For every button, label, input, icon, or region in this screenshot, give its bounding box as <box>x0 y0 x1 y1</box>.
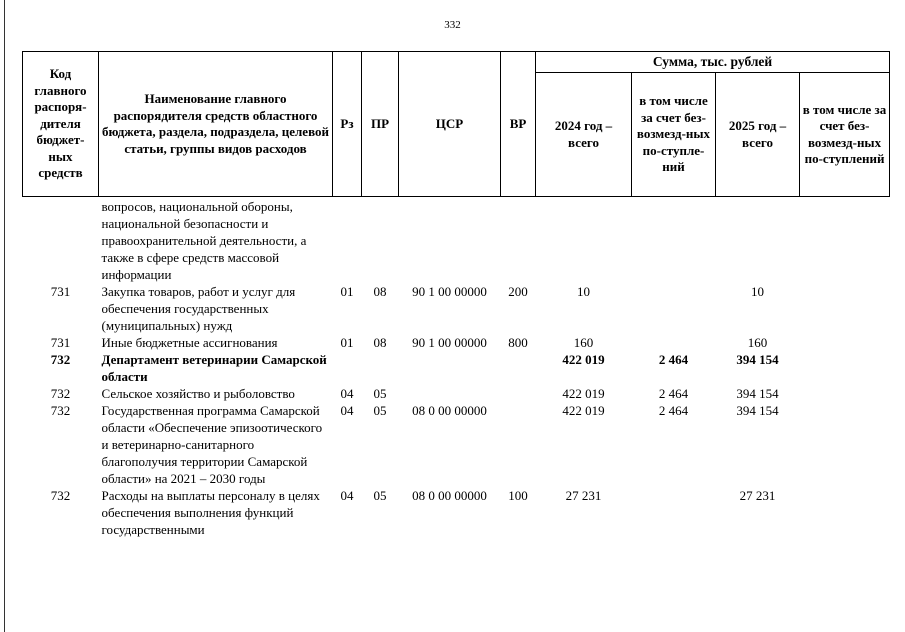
cell-2024-total: 27 231 <box>565 488 602 503</box>
table-row <box>23 197 890 284</box>
cell-rz: 04 <box>340 386 354 401</box>
table-row <box>23 487 890 538</box>
header-name: Наименование главного распорядителя средств областного бюджета, раздела, подраздела, целевой статьи, группы видов расходов <box>99 52 333 197</box>
table-header <box>23 52 890 197</box>
cell-vr <box>501 351 536 385</box>
cell-code <box>23 197 99 284</box>
cell-pr: 05 <box>373 386 387 401</box>
cell-2024-grants: 2 464 <box>658 352 689 367</box>
cell-2025-grants <box>800 487 890 538</box>
cell-pr: 08 <box>373 284 387 299</box>
cell-2025-total: 394 154 <box>736 403 779 418</box>
cell-2024-grants <box>632 197 716 284</box>
budget-table <box>22 51 890 538</box>
header-code: Код главного распоря-дителя бюджет-ных средств <box>23 52 99 197</box>
header-2025-total: 2025 год – всего <box>716 73 800 197</box>
cell-pr: 05 <box>373 488 387 503</box>
cell-rz: 04 <box>340 488 354 503</box>
cell-vr <box>501 197 536 284</box>
header-2024-total: 2024 год – всего <box>536 73 632 197</box>
cell-rz: 01 <box>340 284 354 299</box>
cell-code: 732 <box>50 352 71 367</box>
cell-csr: 08 0 00 00000 <box>412 403 487 418</box>
cell-pr <box>362 351 399 385</box>
cell-2024-total: 422 019 <box>562 403 605 418</box>
cell-vr: 200 <box>508 284 528 299</box>
cell-2024-total: 10 <box>577 284 590 299</box>
cell-csr <box>399 351 501 385</box>
header-csr: ЦСР <box>399 52 501 197</box>
table-row <box>23 334 890 351</box>
table-row <box>23 351 890 385</box>
cell-vr <box>501 402 536 487</box>
cell-name: Расходы на выплаты персоналу в целях обеспечения выполнения функций государственными <box>101 488 320 537</box>
cell-2025-grants <box>800 334 890 351</box>
cell-pr <box>362 197 399 284</box>
cell-2025-total: 394 154 <box>736 352 779 367</box>
cell-code: 732 <box>50 403 71 418</box>
cell-2025-total <box>716 197 800 284</box>
cell-2024-total: 422 019 <box>562 386 605 401</box>
cell-2024-grants <box>632 283 716 334</box>
header-sum: Сумма, тыс. рублей <box>536 52 890 73</box>
cell-code: 731 <box>50 284 71 299</box>
cell-rz <box>333 197 362 284</box>
page-number: 332 <box>444 19 461 31</box>
scan-edge-line <box>4 0 5 632</box>
cell-2024-grants <box>632 334 716 351</box>
cell-2024-total: 160 <box>573 335 594 350</box>
cell-name: Закупка товаров, работ и услуг для обеспечения государственных (муниципальных) нужд <box>101 284 296 333</box>
header-2024-grants: в том числе за счет без-возмезд-ных по-ступле-ний <box>632 73 716 197</box>
cell-rz: 01 <box>340 335 354 350</box>
table-row <box>23 402 890 487</box>
cell-code: 732 <box>50 488 71 503</box>
cell-csr <box>399 385 501 402</box>
cell-pr: 05 <box>373 403 387 418</box>
cell-2025-total: 394 154 <box>736 386 779 401</box>
cell-name: вопросов, национальной обороны, национальной безопасности и правоохранительной деятельности, а также в сфере средств массовой информации <box>101 199 307 282</box>
cell-csr: 08 0 00 00000 <box>412 488 487 503</box>
cell-2025-grants <box>800 197 890 284</box>
header-rz: Рз <box>333 52 362 197</box>
cell-name: Сельское хозяйство и рыболовство <box>101 386 295 401</box>
cell-rz <box>333 351 362 385</box>
header-2025-grants: в том числе за счет без-возмезд-ных по-ступлений <box>800 73 890 197</box>
cell-code: 731 <box>50 335 71 350</box>
table-body <box>23 197 890 539</box>
cell-2025-total: 160 <box>747 335 768 350</box>
cell-2024-grants: 2 464 <box>658 386 689 401</box>
cell-vr <box>501 385 536 402</box>
cell-2025-total: 27 231 <box>739 488 776 503</box>
cell-vr: 800 <box>508 335 528 350</box>
cell-name: Департамент ветеринарии Самарской области <box>101 352 327 384</box>
cell-2024-grants <box>632 487 716 538</box>
cell-2024-total: 422 019 <box>562 352 605 367</box>
cell-2025-grants <box>800 283 890 334</box>
table-row <box>23 283 890 334</box>
header-vr: ВР <box>501 52 536 197</box>
cell-csr: 90 1 00 00000 <box>412 335 487 350</box>
cell-2025-grants <box>800 402 890 487</box>
cell-csr: 90 1 00 00000 <box>412 284 487 299</box>
header-pr: ПР <box>362 52 399 197</box>
cell-code: 732 <box>50 386 71 401</box>
cell-pr: 08 <box>373 335 387 350</box>
cell-csr <box>399 197 501 284</box>
cell-name: Государственная программа Самарской области «Обеспечение эпизоотического и ветеринарно-санитарного благополучия территории Самарской области» на 2021 – 2030 годы <box>101 403 323 486</box>
cell-2025-grants <box>800 351 890 385</box>
cell-vr: 100 <box>508 488 528 503</box>
cell-2024-grants: 2 464 <box>658 403 689 418</box>
cell-2024-total <box>536 197 632 284</box>
cell-2025-total: 10 <box>751 284 764 299</box>
cell-2025-grants <box>800 385 890 402</box>
cell-rz: 04 <box>340 403 354 418</box>
table-row <box>23 385 890 402</box>
cell-name: Иные бюджетные ассигнования <box>101 335 278 350</box>
